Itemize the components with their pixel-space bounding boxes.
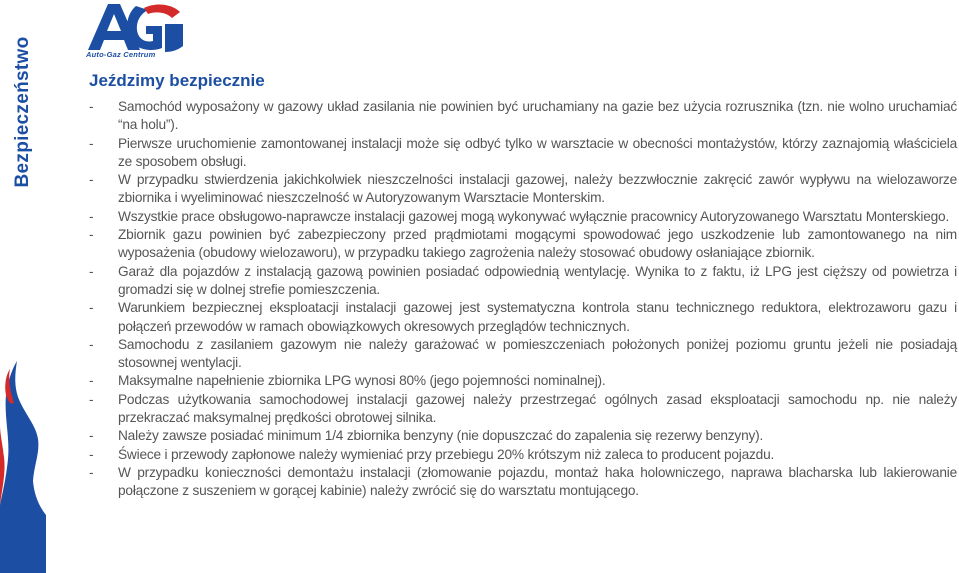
bullet-dash: - xyxy=(89,300,94,316)
bullet-dash: - xyxy=(89,428,94,444)
bullet-dash: - xyxy=(89,373,94,389)
flame-decoration-icon xyxy=(0,355,46,573)
list-item-text: Samochód wyposażony w gazowy układ zasilania nie powinien być uruchamiany na gazie bez użycia rozrusznika (tzn. nie wolno uruchamiać “na holu”). xyxy=(118,99,957,133)
list-item xyxy=(89,427,957,445)
page-number: 16 xyxy=(12,517,30,534)
bullet-dash: - xyxy=(89,263,94,279)
section-tab-title: Bezpieczeństwo xyxy=(12,36,33,188)
list-item-text: Garaż dla pojazdów z instalacją gazową powinien posiadać odpowiednią wentylację. Wynika to z faktu, iż LPG jest cięższy od powietrza i gromadzi się w dolnej strefie pomieszczenia. xyxy=(118,263,957,297)
bullet-dash: - xyxy=(89,99,94,114)
bullet-dash: - xyxy=(89,464,94,480)
section-heading: Jeździmy bezpiecznie xyxy=(89,71,265,90)
bullet-dash: - xyxy=(89,227,94,243)
list-item-text: Warunkiem bezpiecznej eksploatacji instalacji gazowej jest systematyczna kontrola stanu technicznego reduktora, elektrozaworu gazu i połączeń przewodów w ramach obowiązkowych okresowych przeglądów technicznych. xyxy=(118,300,957,334)
list-item xyxy=(89,299,957,336)
bullet-dash: - xyxy=(89,172,94,188)
list-item xyxy=(89,336,957,373)
bullet-dash: - xyxy=(89,336,94,352)
list-item-text: Pierwsze uruchomienie zamontowanej instalacji może się odbyć tylko w warsztacie w obecności montażystów, którzy zaznajomią właściciela ze sposobem obsługi. xyxy=(118,135,957,169)
list-item xyxy=(89,372,957,390)
safety-rules-list xyxy=(89,98,957,501)
logo-caption: Auto-Gaz Centrum xyxy=(86,50,156,59)
list-item xyxy=(89,263,957,300)
list-item-text: Podczas użytkowania samochodowej instalacji gazowej należy przestrzegać ogólnych zasad eksploatacji samochodu np. nie należy przekraczać maksymalnej prędkości obrotowej silnika. xyxy=(118,391,957,426)
list-item-text: Wszystkie prace obsługowo-naprawcze instalacji gazowej mogą wykonywać wyłącznie pracownicy Autoryzowanego Warsztatu Monterskiego. xyxy=(118,208,950,224)
bullet-dash: - xyxy=(89,391,94,407)
bullet-dash: - xyxy=(89,135,94,151)
side-tab xyxy=(0,0,46,573)
list-item-text: W przypadku stwierdzenia jakichkolwiek nieszczelności instalacji gazowej, należy bezzwłocznie zakręcić zawór wypływu na wielozaworze zbiornika i wyeliminować nieszczelność w Autoryzowanym Warsztacie Monterskim. xyxy=(118,172,957,206)
list-item xyxy=(89,171,957,208)
list-item xyxy=(89,464,957,501)
list-item xyxy=(89,226,957,263)
list-item xyxy=(89,135,957,172)
bullet-dash: - xyxy=(89,446,94,462)
list-item xyxy=(89,208,957,226)
list-item-text: W przypadku konieczności demontażu instalacji (złomowanie pojazdu, montaż haka holowniczego, naprawa blacharska lub lakierowanie połączone z suszeniem w gorącej kabinie) należy zwrócić się do warsztatu montującego. xyxy=(118,464,957,499)
list-item-text: Należy zawsze posiadać minimum 1/4 zbiornika benzyny (nie dopuszczać do zapalenia się rezerwy benzyny). xyxy=(118,428,764,444)
list-item-text: Maksymalne napełnienie zbiornika LPG wynosi 80% (jego pojemności nominalnej). xyxy=(118,373,606,389)
list-item xyxy=(89,446,957,464)
list-item xyxy=(89,98,957,135)
list-item-text: Zbiornik gazu powinien być zabezpieczony przed prądmiotami mogącymi spowodować jego uszkodzenie lub zamontowanego na nim wyposażenia (obudowy wielozaworu), w przypadku takiego zagrożenia należy stosować obudowy osłaniające zbiornik. xyxy=(118,227,957,261)
list-item-text: Świece i przewody zapłonowe należy wymieniać przy przebiegu 20% krótszym niż zaleca to producent pojazdu. xyxy=(118,446,775,462)
bullet-dash: - xyxy=(89,208,94,224)
list-item-text: Samochodu z zasilaniem gazowym nie należy garażować w pomieszczeniach położonych poniżej poziomu gruntu jeżeli nie posiadają stosownej wentylacji. xyxy=(118,336,957,371)
list-item xyxy=(89,391,957,428)
